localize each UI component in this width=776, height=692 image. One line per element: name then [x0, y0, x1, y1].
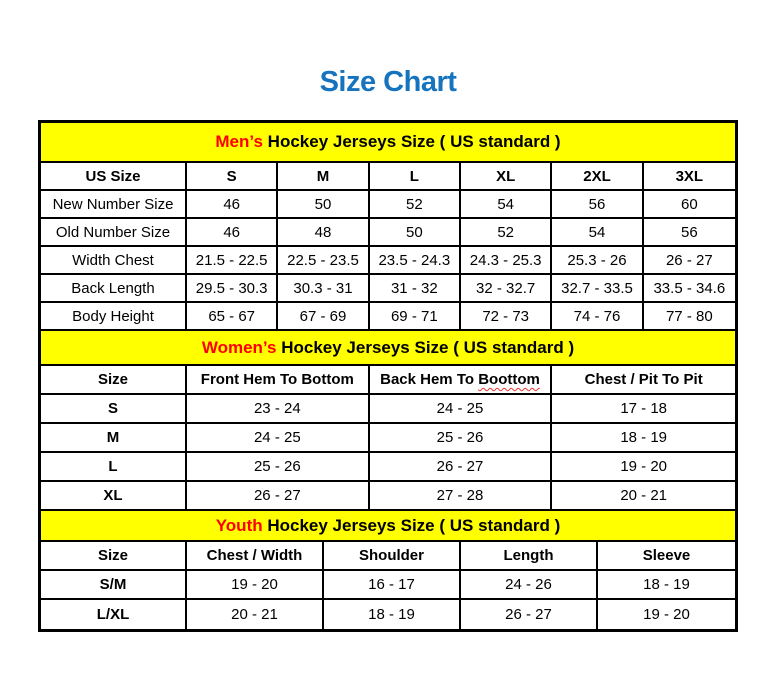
page-title: Size Chart — [319, 66, 457, 98]
value-cell: 54 — [461, 191, 552, 219]
column-header: 3XL — [644, 163, 735, 191]
value-cell: 19 - 20 — [598, 600, 735, 629]
column-header: Chest / Pit To Pit — [552, 366, 735, 395]
row-label: S — [41, 395, 187, 424]
value-cell: 74 - 76 — [552, 303, 643, 331]
value-cell: 33.5 - 34.6 — [644, 275, 735, 303]
mens-data-row — [41, 247, 735, 275]
mens-data-row — [41, 219, 735, 247]
column-header — [370, 366, 553, 395]
value-cell: 56 — [552, 191, 643, 219]
row-label: Back Length — [41, 275, 187, 303]
row-label: Body Height — [41, 303, 187, 331]
value-cell: 27 - 28 — [370, 482, 553, 511]
value-cell: 22.5 - 23.5 — [278, 247, 369, 275]
column-header: Chest / Width — [187, 542, 324, 571]
value-cell: 30.3 - 31 — [278, 275, 369, 303]
value-cell: 18 - 19 — [324, 600, 461, 629]
value-cell: 32 - 32.7 — [461, 275, 552, 303]
value-cell: 20 - 21 — [552, 482, 735, 511]
mens-section-header — [41, 123, 735, 163]
value-cell: 19 - 20 — [187, 571, 324, 600]
value-cell: 52 — [370, 191, 461, 219]
mens-data-row — [41, 191, 735, 219]
row-label: M — [41, 424, 187, 453]
womens-section-title-rest: Hockey Jerseys Size ( US standard ) — [281, 337, 575, 357]
value-cell: 77 - 80 — [644, 303, 735, 331]
value-cell: 20 - 21 — [187, 600, 324, 629]
womens-data-row — [41, 453, 735, 482]
column-header: Shoulder — [324, 542, 461, 571]
column-header: Size — [41, 542, 187, 571]
value-cell: 16 - 17 — [324, 571, 461, 600]
value-cell: 25.3 - 26 — [552, 247, 643, 275]
value-cell: 69 - 71 — [370, 303, 461, 331]
value-cell: 24.3 - 25.3 — [461, 247, 552, 275]
column-header-text: Back Hem To — [380, 371, 479, 388]
youth-data-row — [41, 571, 735, 600]
value-cell: 25 - 26 — [370, 424, 553, 453]
column-header: US Size — [41, 163, 187, 191]
value-cell: 56 — [644, 219, 735, 247]
youth-section-highlight: Youth — [215, 515, 268, 535]
value-cell: 67 - 69 — [278, 303, 369, 331]
value-cell: 19 - 20 — [552, 453, 735, 482]
column-header: L — [370, 163, 461, 191]
column-header: M — [278, 163, 369, 191]
size-chart-table — [38, 120, 738, 632]
value-cell: 25 - 26 — [187, 453, 370, 482]
value-cell: 65 - 67 — [187, 303, 278, 331]
row-label: L/XL — [41, 600, 187, 629]
value-cell: 23 - 24 — [187, 395, 370, 424]
row-label: Width Chest — [41, 247, 187, 275]
value-cell: 17 - 18 — [552, 395, 735, 424]
value-cell: 48 — [278, 219, 369, 247]
column-header: Length — [461, 542, 598, 571]
column-header: 2XL — [552, 163, 643, 191]
womens-header-row — [41, 366, 735, 395]
youth-data-row — [41, 600, 735, 629]
youth-section-header — [41, 511, 735, 542]
youth-section-title-rest: Hockey Jerseys Size ( US standard ) — [267, 515, 561, 535]
womens-section-highlight: Women’s — [201, 337, 282, 357]
value-cell: 26 - 27 — [644, 247, 735, 275]
value-cell: 50 — [370, 219, 461, 247]
value-cell: 31 - 32 — [370, 275, 461, 303]
mens-data-row — [41, 303, 735, 331]
womens-data-row — [41, 424, 735, 453]
value-cell: 23.5 - 24.3 — [370, 247, 461, 275]
value-cell: 24 - 26 — [461, 571, 598, 600]
value-cell: 46 — [187, 219, 278, 247]
mens-section-title-rest: Hockey Jerseys Size ( US standard ) — [267, 132, 561, 151]
column-header: Size — [41, 366, 187, 395]
row-label: S/M — [41, 571, 187, 600]
mens-section-highlight: Men’s — [215, 132, 268, 151]
row-label: L — [41, 453, 187, 482]
value-cell: 52 — [461, 219, 552, 247]
column-header: Front Hem To Bottom — [187, 366, 370, 395]
value-cell: 24 - 25 — [370, 395, 553, 424]
value-cell: 24 - 25 — [187, 424, 370, 453]
misspelled-word-squiggle: Boottom — [478, 371, 540, 388]
value-cell: 32.7 - 33.5 — [552, 275, 643, 303]
value-cell: 60 — [644, 191, 735, 219]
womens-data-row — [41, 395, 735, 424]
value-cell: 21.5 - 22.5 — [187, 247, 278, 275]
value-cell: 26 - 27 — [461, 600, 598, 629]
mens-data-row — [41, 275, 735, 303]
value-cell: 18 - 19 — [552, 424, 735, 453]
mens-header-row — [41, 163, 735, 191]
value-cell: 26 - 27 — [187, 482, 370, 511]
value-cell: 72 - 73 — [461, 303, 552, 331]
row-label: New Number Size — [41, 191, 187, 219]
value-cell: 50 — [278, 191, 369, 219]
value-cell: 46 — [187, 191, 278, 219]
womens-section-header — [41, 331, 735, 366]
row-label: Old Number Size — [41, 219, 187, 247]
row-label: XL — [41, 482, 187, 511]
column-header: XL — [461, 163, 552, 191]
womens-data-row — [41, 482, 735, 511]
column-header: S — [187, 163, 278, 191]
value-cell: 18 - 19 — [598, 571, 735, 600]
value-cell: 29.5 - 30.3 — [187, 275, 278, 303]
value-cell: 54 — [552, 219, 643, 247]
column-header: Sleeve — [598, 542, 735, 571]
value-cell: 26 - 27 — [370, 453, 553, 482]
youth-header-row — [41, 542, 735, 571]
